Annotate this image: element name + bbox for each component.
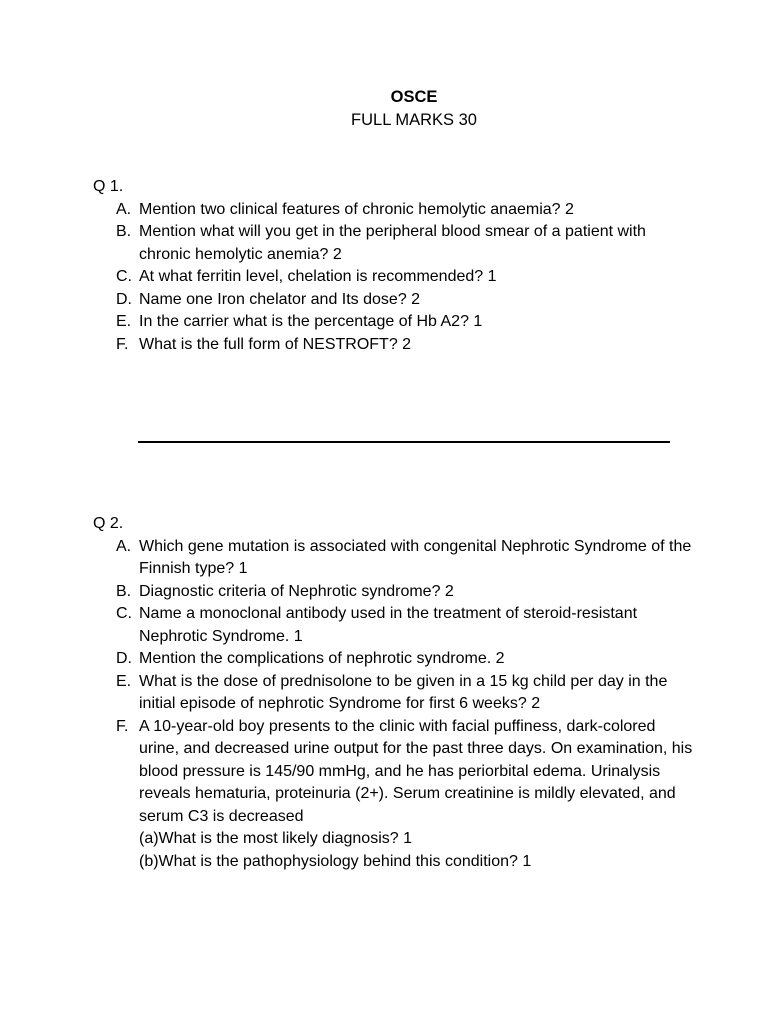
item-text: In the carrier what is the percentage of Hb A2? 1 xyxy=(139,313,483,330)
list-item xyxy=(93,671,693,716)
item-letter: D. xyxy=(116,290,132,308)
item-text: Mention two clinical features of chronic hemolytic anaemia? 2 xyxy=(139,200,574,218)
list-item xyxy=(93,334,693,357)
list-item xyxy=(93,581,693,604)
item-letter: E. xyxy=(116,313,132,330)
question-2-items xyxy=(93,536,693,874)
list-item xyxy=(93,289,693,312)
question-1-label: Q 1. xyxy=(93,178,124,195)
item-text: At what ferritin level, chelation is recommended? 1 xyxy=(139,268,497,285)
document-header xyxy=(0,86,768,131)
list-item xyxy=(93,266,693,289)
item-letter: C. xyxy=(116,605,132,622)
list-item xyxy=(93,536,693,581)
question-1 xyxy=(93,176,693,356)
item-text: Which gene mutation is associated with congenital Nephrotic Syndrome of the Finnish type? 1 xyxy=(139,537,692,577)
item-letter: E. xyxy=(116,672,132,690)
question-2 xyxy=(93,513,693,873)
item-text: A 10-year-old boy presents to the clinic with facial puffiness, dark-colored urine, and decreased urine output for the past three days. On examination, his blood pressure is 145/90 mmHg, and he has periorbital edema. Urinalysis reveals hematuria, proteinuria (2+). Serum creatinine is mildly elevated, and serum C3 is decreased xyxy=(139,717,693,825)
item-text: What is the dose of prednisolone to be given in a 15 kg child per day in the initial episode of nephrotic Syndrome for first 6 weeks? 2 xyxy=(139,672,668,712)
item-letter: C. xyxy=(116,268,132,285)
item-text: Name a monoclonal antibody used in the treatment of steroid-resistant Nephrotic Syndrome. 1 xyxy=(139,605,638,645)
list-item xyxy=(93,221,693,266)
item-text: Mention the complications of nephrotic syndrome. 2 xyxy=(139,650,505,667)
sub-question-b: (b)What is the pathophysiology behind this condition? 1 xyxy=(139,852,532,870)
item-letter: A. xyxy=(116,200,132,218)
item-letter: B. xyxy=(116,582,132,600)
answer-line-divider xyxy=(138,441,670,443)
exam-title: OSCE xyxy=(390,88,438,106)
question-1-items xyxy=(93,199,693,357)
item-text: Diagnostic criteria of Nephrotic syndrome? 2 xyxy=(139,582,454,600)
list-item xyxy=(93,311,693,334)
item-letter: F. xyxy=(116,335,129,353)
item-letter: F. xyxy=(116,717,129,735)
item-text: Mention what will you get in the peripheral blood smear of a patient with chronic hemolytic anemia? 2 xyxy=(139,223,646,263)
list-item xyxy=(93,648,693,671)
item-letter: A. xyxy=(116,537,132,555)
sub-question-a: (a)What is the most likely diagnosis? 1 xyxy=(139,830,412,847)
item-text: What is the full form of NESTROFT? 2 xyxy=(139,335,412,353)
list-item xyxy=(93,716,693,874)
item-letter: D. xyxy=(116,650,132,667)
full-marks: FULL MARKS 30 xyxy=(351,110,477,129)
list-item xyxy=(93,603,693,648)
item-text: Name one Iron chelator and Its dose? 2 xyxy=(139,290,421,308)
question-2-label: Q 2. xyxy=(93,515,124,532)
item-letter: B. xyxy=(116,223,132,240)
list-item xyxy=(93,199,693,222)
